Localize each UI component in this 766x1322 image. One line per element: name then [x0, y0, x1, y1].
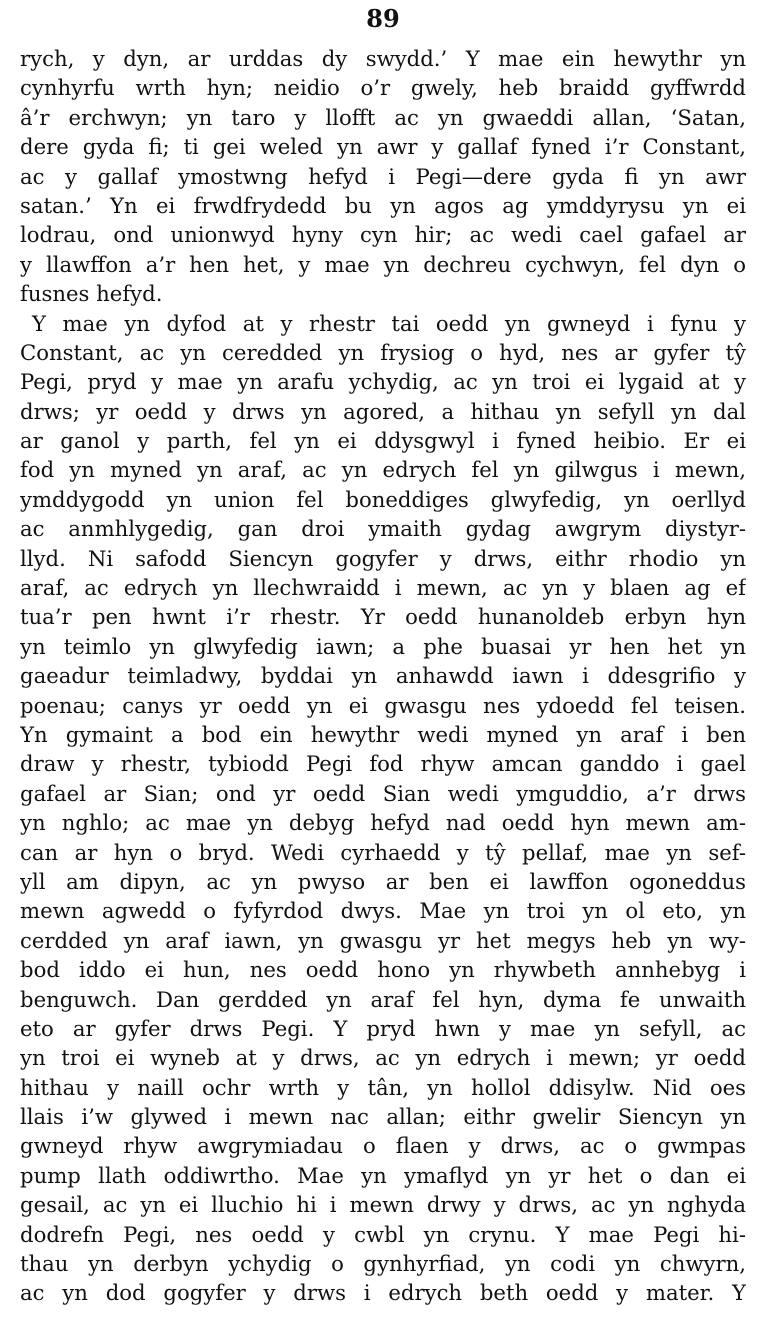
text-line: ymddygodd yn union fel boneddiges glwyfedig, yn oerllyd — [20, 486, 746, 512]
text-line: yn nghlo; ac mae yn debyg hefyd nad oedd hyn mewn am- — [20, 810, 746, 836]
text-line: yn troi ei wyneb at y drws, ac yn edrych i mewn; yr oedd — [20, 1045, 746, 1071]
text-line: tua’r pen hwnt i’r rhestr. Yr oedd hunanoldeb erbyn hyn — [20, 604, 746, 630]
text-line: â’r erchwyn; yn taro y llofft ac yn gwaeddi allan, ‘Satan, — [20, 104, 746, 130]
text-line: bod iddo ei hun, nes oedd hono yn rhywbeth annhebyg i — [20, 957, 746, 983]
text-line: ac anmhlygedig, gan droi ymaith gydag awgrym diystyr- — [20, 516, 746, 542]
text-line: cynhyrfu wrth hyn; neidio o’r gwely, heb braidd gyffwrdd — [20, 75, 746, 101]
text-line: Y mae yn dyfod at y rhestr tai oedd yn gwneyd i fynu y — [32, 310, 746, 336]
text-line: gwneyd rhyw awgrymiadau o flaen y drws, ac o gwmpas — [20, 1133, 746, 1159]
text-line: araf, ac edrych yn llechwraidd i mewn, ac yn y blaen ag ef — [20, 575, 746, 601]
text-line: poenau; canys yr oedd yn ei gwasgu nes ydoedd fel teisen. — [20, 692, 746, 718]
text-line: dodrefn Pegi, nes oedd y cwbl yn crynu. Y mae Pegi hi- — [20, 1221, 746, 1247]
body-text — [20, 44, 746, 1308]
text-line: cerdded yn araf iawn, yn gwasgu yr het megys heb yn wy- — [20, 927, 746, 953]
text-line: y llawffon a’r hen het, y mae yn dechreu cychwyn, fel dyn o — [20, 251, 746, 277]
text-line: yn teimlo yn glwyfedig iawn; a phe buasai yr hen het yn — [20, 633, 746, 659]
text-line: mewn agwedd o fyfyrdod dwys. Mae yn troi yn ol eto, yn — [20, 898, 746, 924]
text-line: eto ar gyfer drws Pegi. Y pryd hwn y mae yn sefyll, ac — [20, 1015, 746, 1041]
text-line: lodrau, ond unionwyd hyny cyn hir; ac wedi cael gafael ar — [20, 222, 746, 248]
text-line: ac y gallaf ymostwng hefyd i Pegi—dere gyda fi yn awr — [20, 163, 746, 189]
text-line: gaeadur teimladwy, byddai yn anhawdd iawn i ddesgrifio y — [20, 663, 746, 689]
text-line: satan.’ Yn ei frwdfrydedd bu yn agos ag ymddyrysu yn ei — [20, 192, 746, 218]
text-line: can ar hyn o bryd. Wedi cyrhaedd y tŷ pellaf, mae yn sef- — [20, 839, 746, 865]
text-line: rych, y dyn, ar urddas dy swydd.’ Y mae ein hewythr yn — [20, 46, 746, 71]
text-line: draw y rhestr, tybiodd Pegi fod rhyw amcan ganddo i gael — [20, 751, 746, 777]
text-line: dere gyda fi; ti gei weled yn awr y gallaf fyned i’r Constant, — [20, 134, 746, 160]
text-line: ac yn dod gogyfer y drws i edrych beth oedd y mater. Y — [20, 1280, 746, 1306]
text-line: hithau y naill ochr wrth y tân, yn hollol ddisylw. Nid oes — [20, 1074, 746, 1100]
text-line: fusnes hefyd. — [20, 281, 163, 307]
text-line: llais i’w glywed i mewn nac allan; eithr gwelir Siencyn yn — [20, 1104, 746, 1130]
text-line: fod yn myned yn araf, ac yn edrych fel yn gilwgus i mewn, — [20, 457, 746, 483]
text-line: Pegi, pryd y mae yn arafu ychydig, ac yn troi ei lygaid at y — [20, 369, 746, 395]
text-line: thau yn derbyn ychydig o gynhyrfiad, yn codi yn chwyrn, — [20, 1251, 746, 1277]
text-line: benguwch. Dan gerdded yn araf fel hyn, dyma fe unwaith — [20, 986, 746, 1012]
text-line: llyd. Ni safodd Siencyn gogyfer y drws, eithr rhodio yn — [20, 545, 746, 571]
text-line: drws; yr oedd y drws yn agored, a hithau yn sefyll yn dal — [20, 398, 746, 424]
text-line: ar ganol y parth, fel yn ei ddysgwyl i fyned heibio. Er ei — [20, 428, 746, 454]
text-line: Yn gymaint a bod ein hewythr wedi myned yn araf i ben — [20, 721, 746, 747]
text-line: gafael ar Sian; ond yr oedd Sian wedi ymguddio, a’r drws — [20, 780, 746, 806]
text-line: Constant, ac yn ceredded yn frysiog o hyd, nes ar gyfer tŷ — [20, 339, 746, 365]
text-line: yll am dipyn, ac yn pwyso ar ben ei lawffon ogoneddus — [20, 868, 746, 894]
text-line: pump llath oddiwrtho. Mae yn ymaflyd yn yr het o dan ei — [20, 1162, 746, 1188]
page-number: 89 — [366, 4, 400, 33]
text-line: gesail, ac yn ei lluchio hi i mewn drwy y drws, ac yn nghyda — [20, 1192, 746, 1218]
